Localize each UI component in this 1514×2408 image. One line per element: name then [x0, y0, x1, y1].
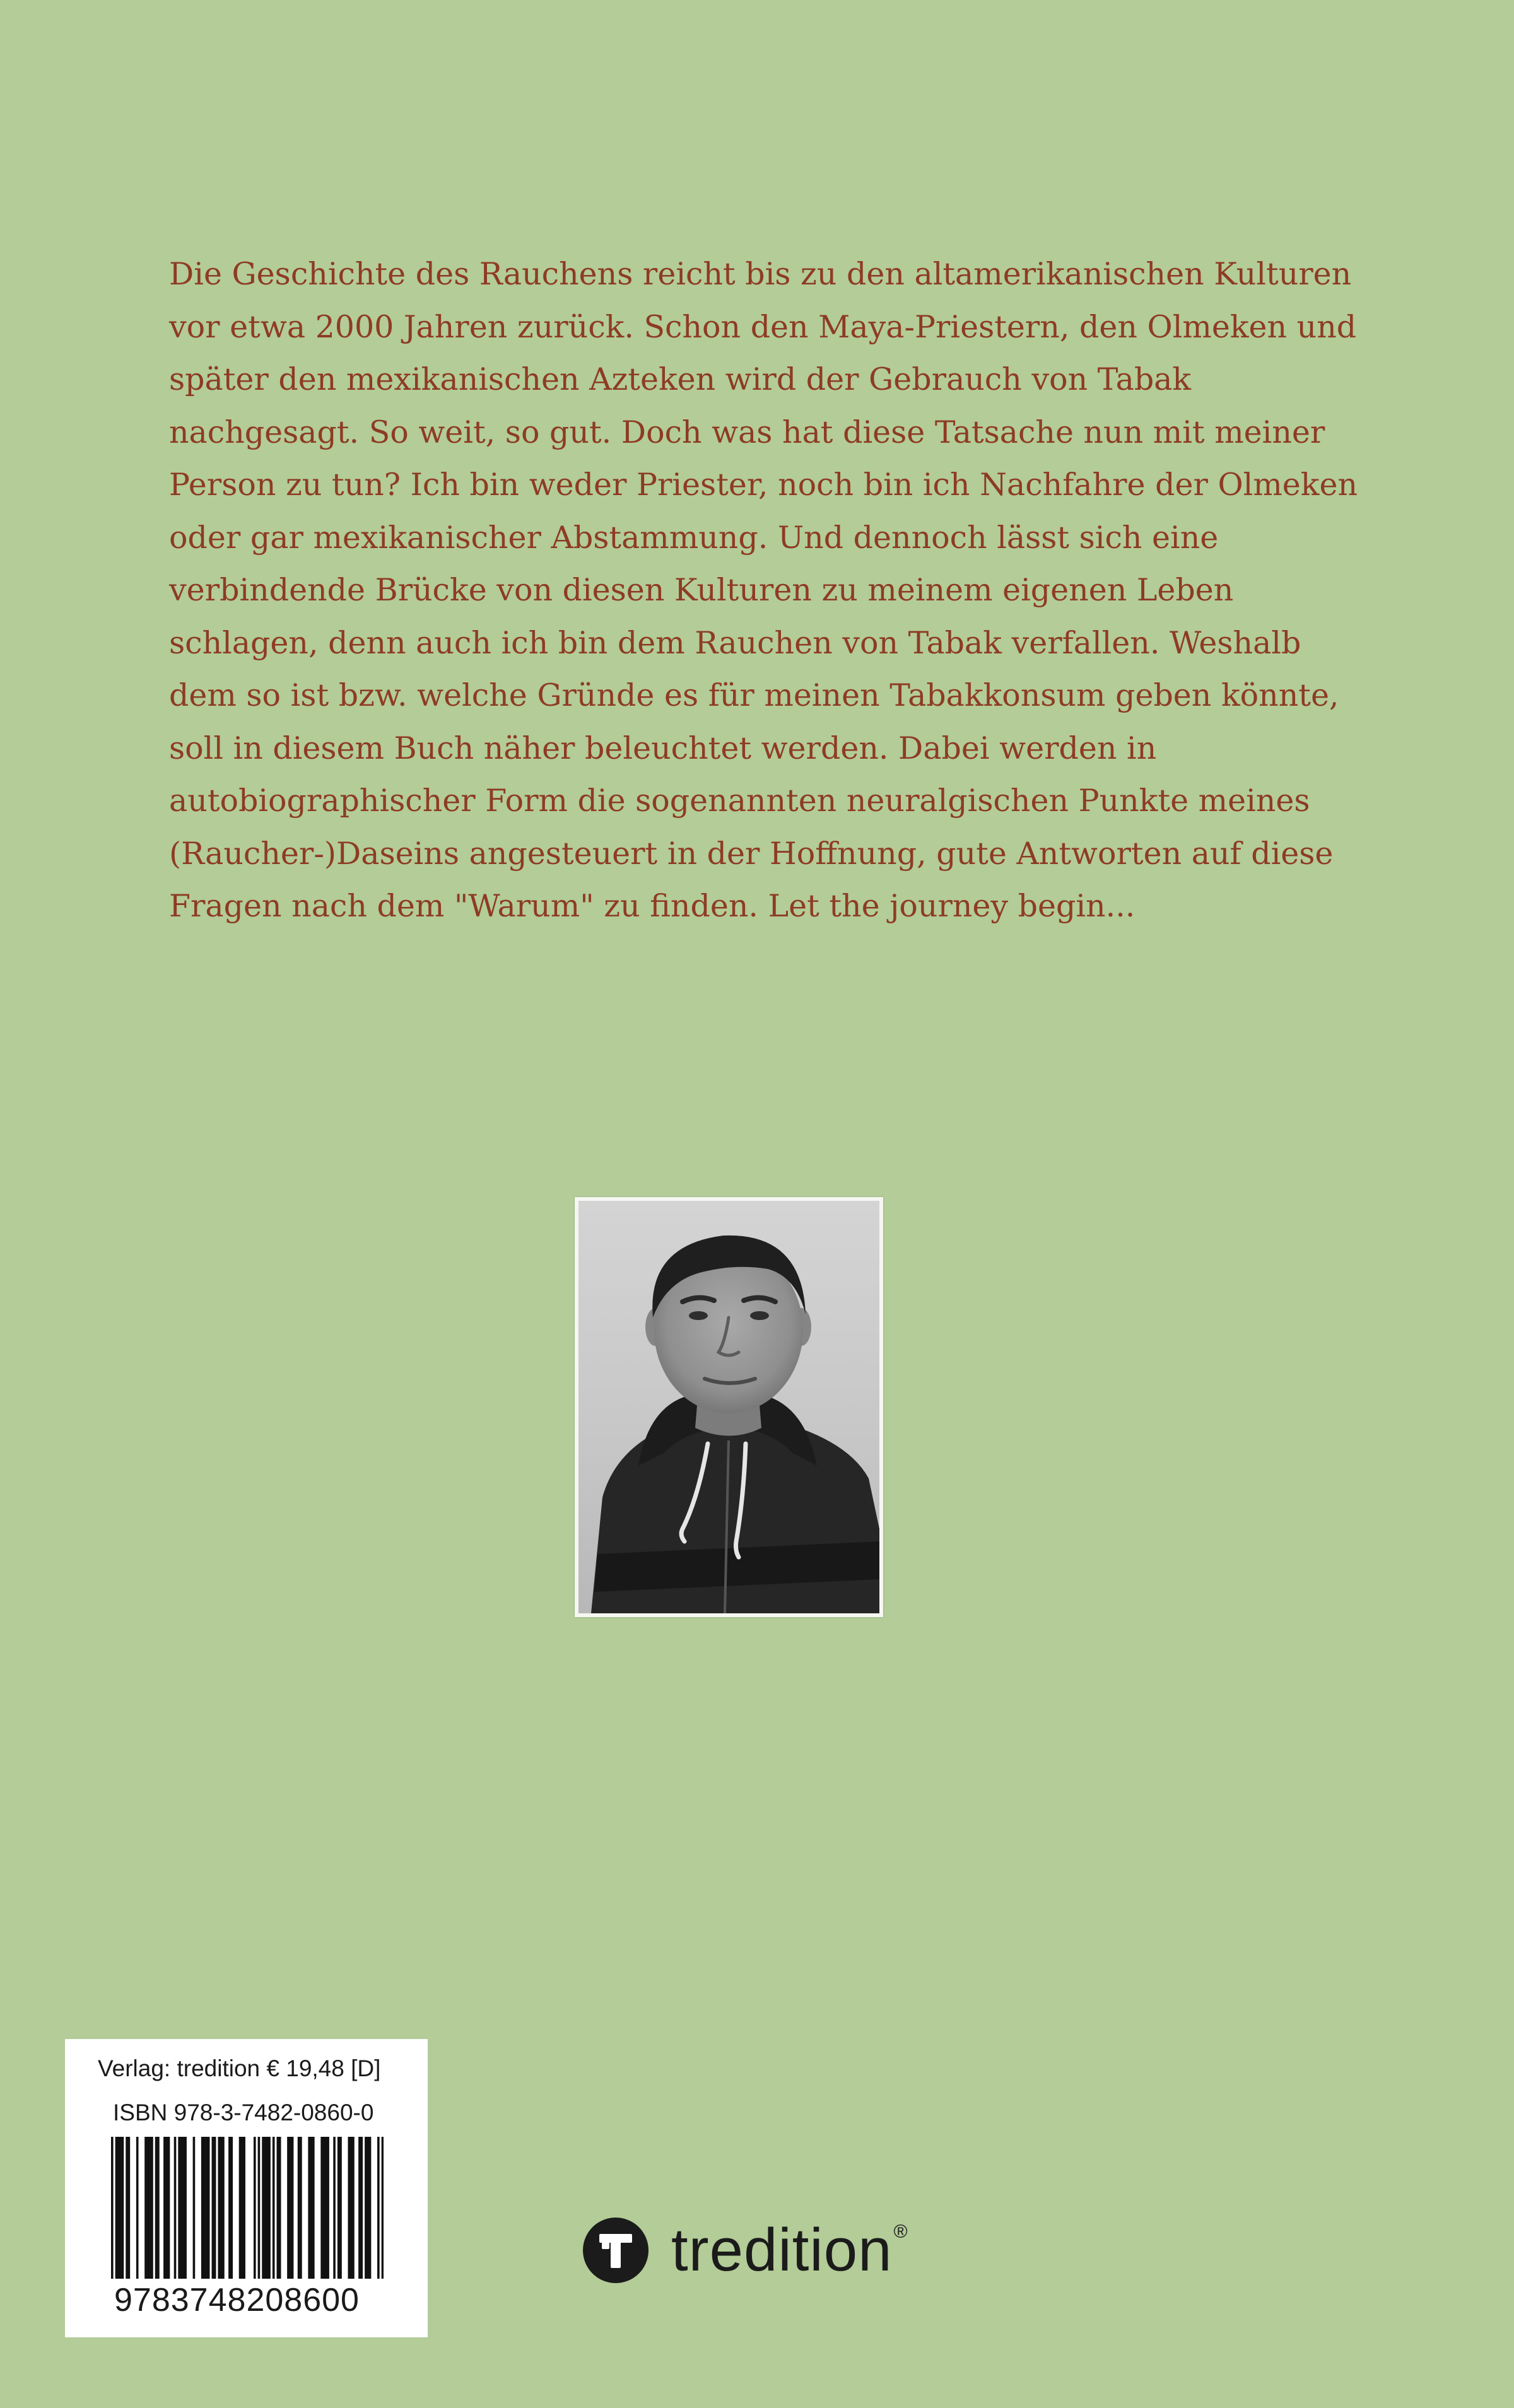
barcode-bar	[126, 2137, 128, 2279]
barcode-bar	[203, 2137, 206, 2279]
publisher-name	[671, 2216, 908, 2284]
barcode-bar	[214, 2137, 216, 2279]
blurb-line: später den mexikanischen Azteken wird der Gebrauch von Tabak	[169, 361, 1192, 397]
blurb-line: Fragen nach dem "Warum" zu finden. Let the journey begin...	[169, 888, 1136, 924]
barcode-bar	[377, 2137, 380, 2279]
barcode-bar	[184, 2137, 187, 2279]
barcode-bar	[273, 2137, 275, 2279]
barcode-bar	[111, 2137, 114, 2279]
barcode-bar	[327, 2137, 329, 2279]
barcode-bar	[163, 2137, 166, 2279]
barcode-bar	[228, 2137, 231, 2279]
blurb-line: schlagen, denn auch ich bin dem Rauchen von Tabak verfallen. Weshalb	[169, 624, 1301, 661]
barcode-bar	[115, 2137, 118, 2279]
blurb-line: oder gar mexikanischer Abstammung. Und dennoch lässt sich eine	[169, 519, 1219, 556]
blurb-line: verbindende Brücke von diesen Kulturen zu meinem eigenen Leben	[169, 572, 1234, 608]
barcode-bar	[320, 2137, 323, 2279]
barcode-bar	[149, 2137, 151, 2279]
barcode-bar	[350, 2137, 353, 2279]
barcode-bar	[310, 2137, 313, 2279]
barcode-bar	[258, 2137, 261, 2279]
barcode-bar	[155, 2137, 158, 2279]
barcode-bar	[279, 2137, 281, 2279]
blurb-line: soll in diesem Buch näher beleuchtet werden. Dabei werden in	[169, 730, 1157, 766]
barcode-bar	[208, 2137, 210, 2279]
barcode-bar	[277, 2137, 279, 2279]
ean-digits: 9783748208600	[114, 2282, 360, 2318]
barcode-bar	[157, 2137, 160, 2279]
publisher-logo	[583, 2214, 908, 2287]
blurb-line: Die Geschichte des Rauchens reicht bis zu den altamerikanischen Kulturen	[169, 256, 1352, 292]
barcode-bar	[289, 2137, 291, 2279]
barcode-bar	[174, 2137, 177, 2279]
barcode-bar	[254, 2137, 256, 2279]
barcode-bar	[230, 2137, 233, 2279]
barcode-bar	[182, 2137, 185, 2279]
barcode-bar	[128, 2137, 131, 2279]
barcode-bar	[360, 2137, 363, 2279]
isbn-barcode-label	[65, 2039, 428, 2337]
barcode-bar	[325, 2137, 327, 2279]
barcode-bar	[339, 2137, 342, 2279]
barcode-bar	[312, 2137, 315, 2279]
barcode-bar	[151, 2137, 153, 2279]
blurb-line: dem so ist bzw. welche Gründe es für meinen Tabakkonsum geben könnte,	[169, 677, 1339, 713]
barcode-bar	[239, 2137, 242, 2279]
barcode-bar	[218, 2137, 220, 2279]
barcode-bar	[144, 2137, 147, 2279]
publisher-price-line: Verlag: tredition € 19,48 [D]	[98, 2055, 381, 2081]
barcode-bar	[165, 2137, 168, 2279]
blurb-line: vor etwa 2000 Jahren zurück. Schon den Maya-Priestern, den Olmeken und	[169, 308, 1357, 345]
blurb-line: (Raucher-)Daseins angesteuert in der Hoffnung, gute Antworten auf diese	[169, 835, 1334, 872]
barcode-bar	[119, 2137, 122, 2279]
isbn-number: ISBN 978-3-7482-0860-0	[113, 2100, 374, 2125]
back-cover-blurb	[169, 248, 1380, 933]
barcode-bar	[352, 2137, 355, 2279]
author-portrait-image	[578, 1201, 879, 1613]
barcode-bar	[337, 2137, 340, 2279]
barcode-bar	[136, 2137, 139, 2279]
barcode-bar	[241, 2137, 244, 2279]
barcode-bar	[266, 2137, 269, 2279]
barcode-image	[111, 2137, 384, 2279]
barcode-bar	[268, 2137, 271, 2279]
barcode-bar	[300, 2137, 302, 2279]
barcode-bar	[193, 2137, 196, 2279]
barcode-bar	[367, 2137, 369, 2279]
barcode-bar	[348, 2137, 351, 2279]
trademark-symbol: ®	[893, 2221, 908, 2242]
barcode-bar	[287, 2137, 290, 2279]
barcode-bar	[222, 2137, 225, 2279]
barcode-bar	[206, 2137, 208, 2279]
barcode-bar	[369, 2137, 372, 2279]
blurb-line: Person zu tun? Ich bin weder Priester, noch bin ich Nachfahre der Olmeken	[169, 467, 1358, 503]
barcode-bar	[220, 2137, 223, 2279]
barcode-bar	[117, 2137, 120, 2279]
barcode-bar	[358, 2137, 361, 2279]
publisher-name-text: tredition	[671, 2216, 893, 2284]
barcode-bar	[262, 2137, 264, 2279]
barcode-bar	[168, 2137, 170, 2279]
barcode-bar	[333, 2137, 336, 2279]
barcode-bar	[122, 2137, 124, 2279]
blurb-line: nachgesagt. So weit, so gut. Doch was hat diese Tatsache nun mit meiner	[169, 414, 1325, 450]
barcode-bar	[308, 2137, 310, 2279]
barcode-bar	[180, 2137, 183, 2279]
barcode-bar	[243, 2137, 245, 2279]
barcode-bar	[382, 2137, 384, 2279]
barcode-bar	[201, 2137, 204, 2279]
blurb-line: autobiographischer Form die sogenannten neuralgischen Punkte meines	[169, 783, 1310, 819]
barcode-bar	[146, 2137, 149, 2279]
barcode-bar	[264, 2137, 267, 2279]
author-photo	[575, 1197, 883, 1617]
barcode-bar	[291, 2137, 294, 2279]
barcode-bar	[212, 2137, 214, 2279]
tredition-logo-icon	[583, 2218, 648, 2283]
barcode-bar	[323, 2137, 326, 2279]
barcode-bar	[298, 2137, 300, 2279]
barcode-bar	[365, 2137, 367, 2279]
barcode-bar	[178, 2137, 180, 2279]
